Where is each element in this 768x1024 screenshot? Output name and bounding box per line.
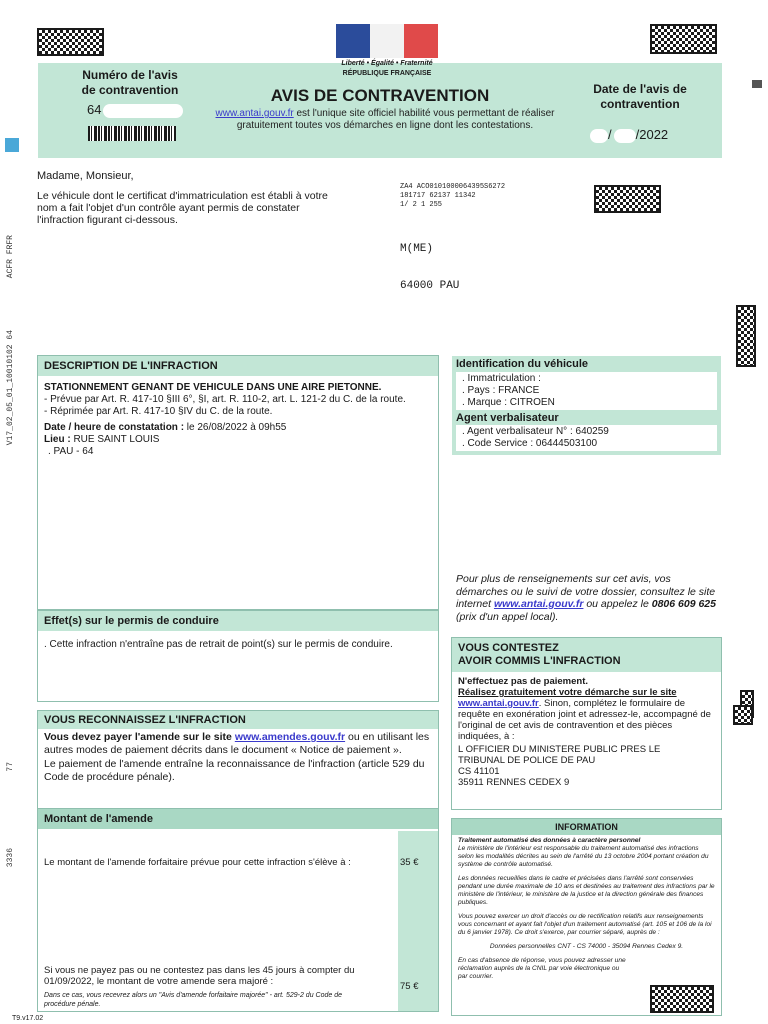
montant-line-1: Le montant de l'amende forfaitaire prévue pour cette infraction s'élève à :	[44, 857, 351, 868]
infraction-box	[37, 355, 439, 610]
contest-address: L OFFICIER DU MINISTERE PUBLIC PRES LE TRIBUNAL DE POLICE DE PAU CS 41101 35911 RENNES CEDEX 9	[458, 744, 661, 788]
qr-code-top-left	[37, 28, 104, 56]
vehicle-box	[451, 355, 722, 565]
edge-mark	[752, 80, 762, 88]
contest-header-1: VOUS CONTESTEZ	[458, 642, 559, 654]
header-site-text: www.antai.gouv.fr est l'unique site officiel habilité vous permettant de réaliser gratuitement toutes vos démarches en ligne dont les contestations.	[215, 108, 555, 131]
antai-link[interactable]: www.antai.gouv.fr	[215, 108, 294, 119]
reconnais-text: Le paiement de l'amende entraîne la reconnaissance de l'infraction (article 529 du Code de procédure pénale).	[44, 758, 425, 783]
left-margin-3336: 3336	[6, 848, 15, 868]
reconnais-pay: Vous devez payer l'amende sur le site www.amendes.gouv.fr ou en utilisant les autres modes de paiement décrits dans le document « Notice de paiement ».	[44, 731, 430, 756]
avis-number-label: Numéro de l'avis de contravention	[81, 68, 179, 97]
republic-name: RÉPUBLIQUE FRANÇAISE	[342, 70, 432, 77]
avis-date: / /2022	[590, 127, 668, 143]
marianne-logo	[336, 24, 438, 58]
contest-bold-1: N'effectuez pas de paiement.	[458, 676, 589, 687]
permis-box	[37, 610, 439, 702]
avis-date-label: Date de l'avis de contravention	[593, 82, 687, 111]
permis-header: Effet(s) sur le permis de conduire	[38, 611, 438, 631]
contest-bold-2: Réalisez gratuitement votre démarche sur le site	[458, 687, 677, 698]
avis-number: 64	[87, 102, 183, 118]
side-qr-small	[733, 705, 753, 725]
information-p5: En cas d'absence de réponse, vous pouvez adresser une réclamation auprès de la CNIL par voie électronique ou par courrier.	[458, 957, 626, 980]
vehicle-header: Identification du véhicule	[456, 358, 589, 370]
redacted-field	[590, 129, 608, 143]
montant-line-2b: Dans ce cas, vous recevrez alors un "Avis d'amende forfaitaire majorée" - art. 529-2 du Code de procédure pénale.	[44, 992, 342, 1008]
vehicle-marque: . Marque : CITROEN	[462, 397, 555, 408]
left-margin-code: V17_02_05_01_10010102 64	[6, 330, 15, 446]
montant-amount-1: 35 €	[400, 857, 419, 868]
infraction-prevue: - Prévue par Art. R. 417-10 §III 6°, §I, art. R. 110-2, art. L. 121-2 du C. de la route.	[44, 394, 406, 405]
intro-text: Le véhicule dont le certificat d'immatriculation est établi à votre nom a fait l'objet d'un contrôle ayant permis de constater l'infraction figurant ci-dessous.	[37, 190, 328, 226]
phone-number: 0806 609 625	[651, 598, 716, 610]
infraction-title: STATIONNEMENT GENANT DE VEHICULE DANS UNE AIRE PIETONNE.	[44, 382, 382, 393]
qr-code-address	[594, 185, 661, 213]
amendes-link[interactable]: www.amendes.gouv.fr	[234, 731, 346, 743]
agent-header: Agent verbalisateur	[456, 412, 559, 424]
antai-link-note[interactable]: www.antai.gouv.fr	[493, 598, 584, 610]
page-title: AVIS DE CONTRAVENTION	[270, 86, 490, 105]
montant-header: Montant de l'amende	[38, 809, 438, 829]
infraction-reprimee: - Réprimée par Art. R. 417-10 §IV du C. de la route.	[44, 406, 273, 417]
code-service: . Code Service : 06444503100	[462, 438, 598, 449]
greeting: Madame, Monsieur,	[37, 170, 134, 182]
information-p4: Données personnelles CNT - CS 74000 - 35094 Rennes Cedex 9.	[489, 943, 684, 950]
information-p3: Vous pouvez exercer un droit d'accès ou de rectification relatifs aux renseignements vous concernant et ayant fait l'objet d'un traitement automatisé (art. 105 et 106 de la loi du 6 janvier 1978). Ce droit s'exerce, par courrier séparé, auprès de :	[458, 913, 712, 936]
barcode	[88, 126, 176, 141]
left-blue-code	[5, 138, 19, 152]
side-barcode-right	[736, 305, 756, 367]
montant-amount-2: 75 €	[400, 981, 419, 992]
republic-motto: Liberté • Égalité • Fraternité	[341, 60, 433, 67]
information-p2: Les données recueillies dans le cadre et précisées dans l'arrêté sont conservées pendant une durée maximale de 10 ans et destinées au traitement des infractions par le ministère de l'intérieur, le ministère de la justice et la direction générale des finances publiques.	[458, 875, 715, 906]
permis-text: . Cette infraction n'entraîne pas de retrait de point(s) sur le permis de conduire.	[44, 639, 393, 650]
montant-box	[37, 808, 439, 1012]
contest-header-2: AVOIR COMMIS L'INFRACTION	[458, 655, 621, 667]
recipient-name: M(ME)	[400, 243, 434, 255]
reconnais-box	[37, 710, 439, 810]
vehicle-immat: . Immatriculation :	[462, 373, 541, 384]
vehicle-pays: . Pays : FRANCE	[462, 385, 540, 396]
infraction-date: Date / heure de constatation : le 26/08/2022 à 09h55	[44, 422, 287, 433]
information-sub: Traitement automatisé des données à caractère personnel	[458, 837, 641, 844]
information-p1: Le ministère de l'intérieur est responsable du traitement automatisé des infractions selon les modalités décrites au sein de l'arrêté du 13 octobre 2004 portant création du système de contrôle automatisé.	[458, 845, 709, 868]
antai-link-contest[interactable]: www.antai.gouv.fr	[458, 698, 539, 709]
left-margin-77: 77	[6, 762, 15, 772]
montant-line-2: Si vous ne payez pas ou ne contestez pas dans les 45 jours à compter du 01/09/2022, le montant de votre amende sera majoré :	[44, 965, 355, 987]
redacted-field	[103, 104, 183, 118]
contest-text: www.antai.gouv.fr. Sinon, complétez le formulaire de requête en exonération joint et adressez-le, accompagné de l'original de cet avis de contravention et des pièces indiquées, à :	[458, 698, 711, 742]
contest-box	[451, 637, 722, 810]
agent-number: . Agent verbalisateur N° : 640259	[462, 426, 609, 437]
redacted-field	[614, 129, 636, 143]
address-code-block: ZA4 ACO0101000064395S6272 181717 62137 11342 1/ 2 1 255	[400, 183, 506, 209]
left-margin-mid: ACFR FRFR	[6, 235, 15, 279]
qr-code-bottom-right	[650, 985, 714, 1013]
infraction-header: DESCRIPTION DE L'INFRACTION	[38, 356, 438, 376]
infraction-city: . PAU - 64	[48, 446, 94, 457]
information-header: INFORMATION	[452, 819, 721, 835]
footer-code: T9.v17.02	[12, 1015, 44, 1022]
recipient-city: 64000 PAU	[400, 280, 460, 292]
infraction-lieu: Lieu : RUE SAINT LOUIS	[44, 434, 160, 445]
reconnais-header: VOUS RECONNAISSEZ L'INFRACTION	[38, 711, 438, 729]
info-note: Pour plus de renseignements sur cet avis, vos démarches ou le suivi de votre dossier, consultez le site internet www.antai.gouv.fr ou appelez le 0806 609 625 (prix d'un appel local).	[456, 573, 716, 623]
qr-code-top-right	[650, 24, 717, 54]
